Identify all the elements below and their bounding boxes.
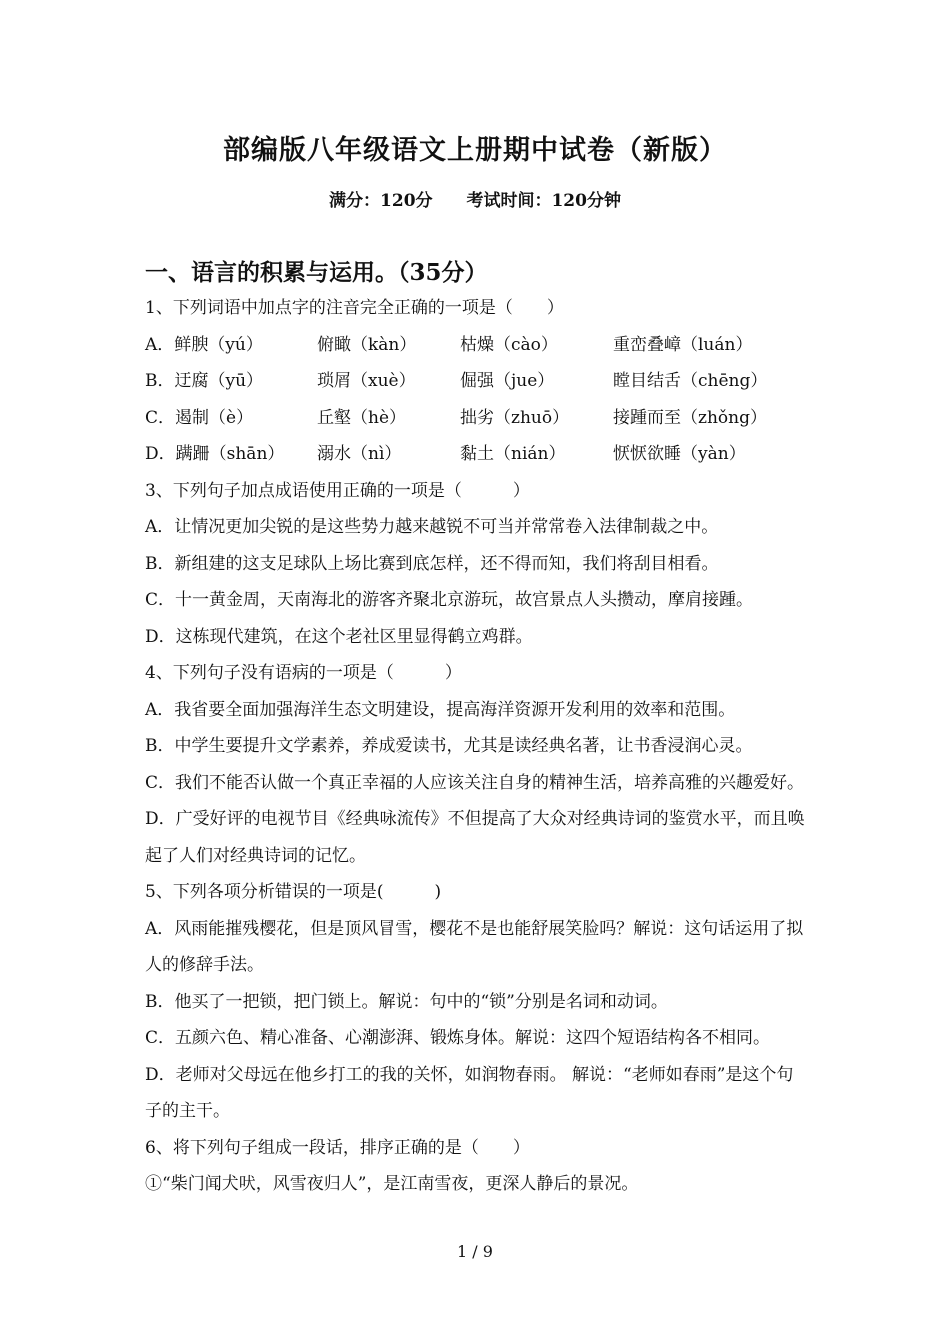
option-item: 瞠目结舌（chēng）	[613, 371, 768, 391]
option-item: A．鲜腴（yú）	[145, 334, 263, 355]
answer-option: D．老师对父母远在他乡打工的我的关怀，如润物春雨。 解说：“老师如春雨”是这个句子的主干。	[145, 1064, 794, 1121]
answer-option: B．他买了一把锁，把门锁上。解说：句中的“锁”分别是名词和动词。	[145, 991, 668, 1012]
question-stem: 1、下列词语中加点字的注音完全正确的一项是（ ）	[145, 298, 564, 318]
answer-option: C．十一黄金周，天南海北的游客齐聚北京游玩，故宫景点人头攒动，摩肩接踵。	[145, 590, 754, 610]
option-item: 接踵而至（zhǒng）	[613, 407, 767, 428]
question-stem: 6、将下列句子组成一段话，排序正确的是（ ）	[145, 1137, 530, 1158]
answer-option: A．让情况更加尖锐的是这些势力越来越锐不可当并常常卷入法律制裁之中。	[145, 517, 719, 537]
answer-option: D．广受好评的电视节目《经典咏流传》不但提高了大众对经典诗词的鉴赏水平，而且唤起了人们对经典诗词的记忆。	[145, 809, 805, 866]
question-stem: 4、下列句子没有语病的一项是（ ）	[145, 663, 462, 683]
option-item: 黏土（nián）	[460, 444, 566, 464]
option-item: B．迂腐（yū）	[145, 371, 264, 391]
exam-time: 考试时间：120分钟	[466, 191, 621, 211]
option-item: 溺水（nì）	[317, 444, 402, 464]
option-item: 拙劣（zhuō）	[460, 407, 570, 428]
option-item: C．遏制（è）	[145, 407, 254, 428]
full-score: 满分：120分	[329, 191, 433, 211]
question-stem: 3、下列句子加点成语使用正确的一项是（ ）	[145, 480, 530, 501]
answer-option: C．五颜六色、精心准备、心潮澎湃、锻炼身体。解说：这四个短语结构各不相同。	[145, 1028, 771, 1048]
option-item: 琐屑（xuè）	[317, 371, 416, 391]
section-heading: 一、语言的积累与运用。（35分）	[145, 259, 488, 286]
option-item: 丘壑（hè）	[317, 407, 407, 428]
answer-option: A．风雨能摧残樱花，但是顶风冒雪，樱花不是也能舒展笑脸吗？解说：这句话运用了拟人的修辞手法。	[145, 918, 804, 975]
page-title: 部编版八年级语文上册期中试卷（新版）	[223, 135, 727, 166]
answer-option: A．我省要全面加强海洋生态文明建设，提高海洋资源开发利用的效率和范围。	[145, 699, 736, 720]
option-row	[145, 327, 810, 364]
question-content	[145, 290, 810, 1203]
exam-info	[0, 186, 950, 211]
option-item: 枯燥（cào）	[460, 334, 558, 355]
page-number: 1 / 9	[457, 1242, 493, 1261]
option-item: 倔强（jue）	[460, 371, 555, 391]
question-stem: 5、下列各项分析错误的一项是( )	[145, 882, 442, 902]
answer-option: B．中学生要提升文学素养，养成爱读书，尤其是读经典名著，让书香浸润心灵。	[145, 736, 753, 756]
answer-option: C．我们不能否认做一个真正幸福的人应该关注自身的精神生活，培养高雅的兴趣爱好。	[145, 772, 805, 793]
option-item: 俯瞰（kàn）	[317, 334, 417, 355]
option-item: 恹恹欲睡（yàn）	[613, 444, 746, 464]
option-row	[145, 363, 810, 400]
answer-option: ①“柴门闻犬吠，风雪夜归人”，是江南雪夜，更深人静后的景况。	[145, 1174, 639, 1194]
option-row	[145, 436, 810, 473]
option-item: 重峦叠嶂（luán）	[613, 334, 753, 355]
answer-option: D．这栋现代建筑，在这个老社区里显得鹤立鸡群。	[145, 626, 533, 647]
option-row	[145, 400, 810, 437]
option-item: D．蹒跚（shān）	[145, 444, 285, 464]
answer-option: B．新组建的这支足球队上场比赛到底怎样，还不得而知，我们将刮目相看。	[145, 553, 719, 574]
